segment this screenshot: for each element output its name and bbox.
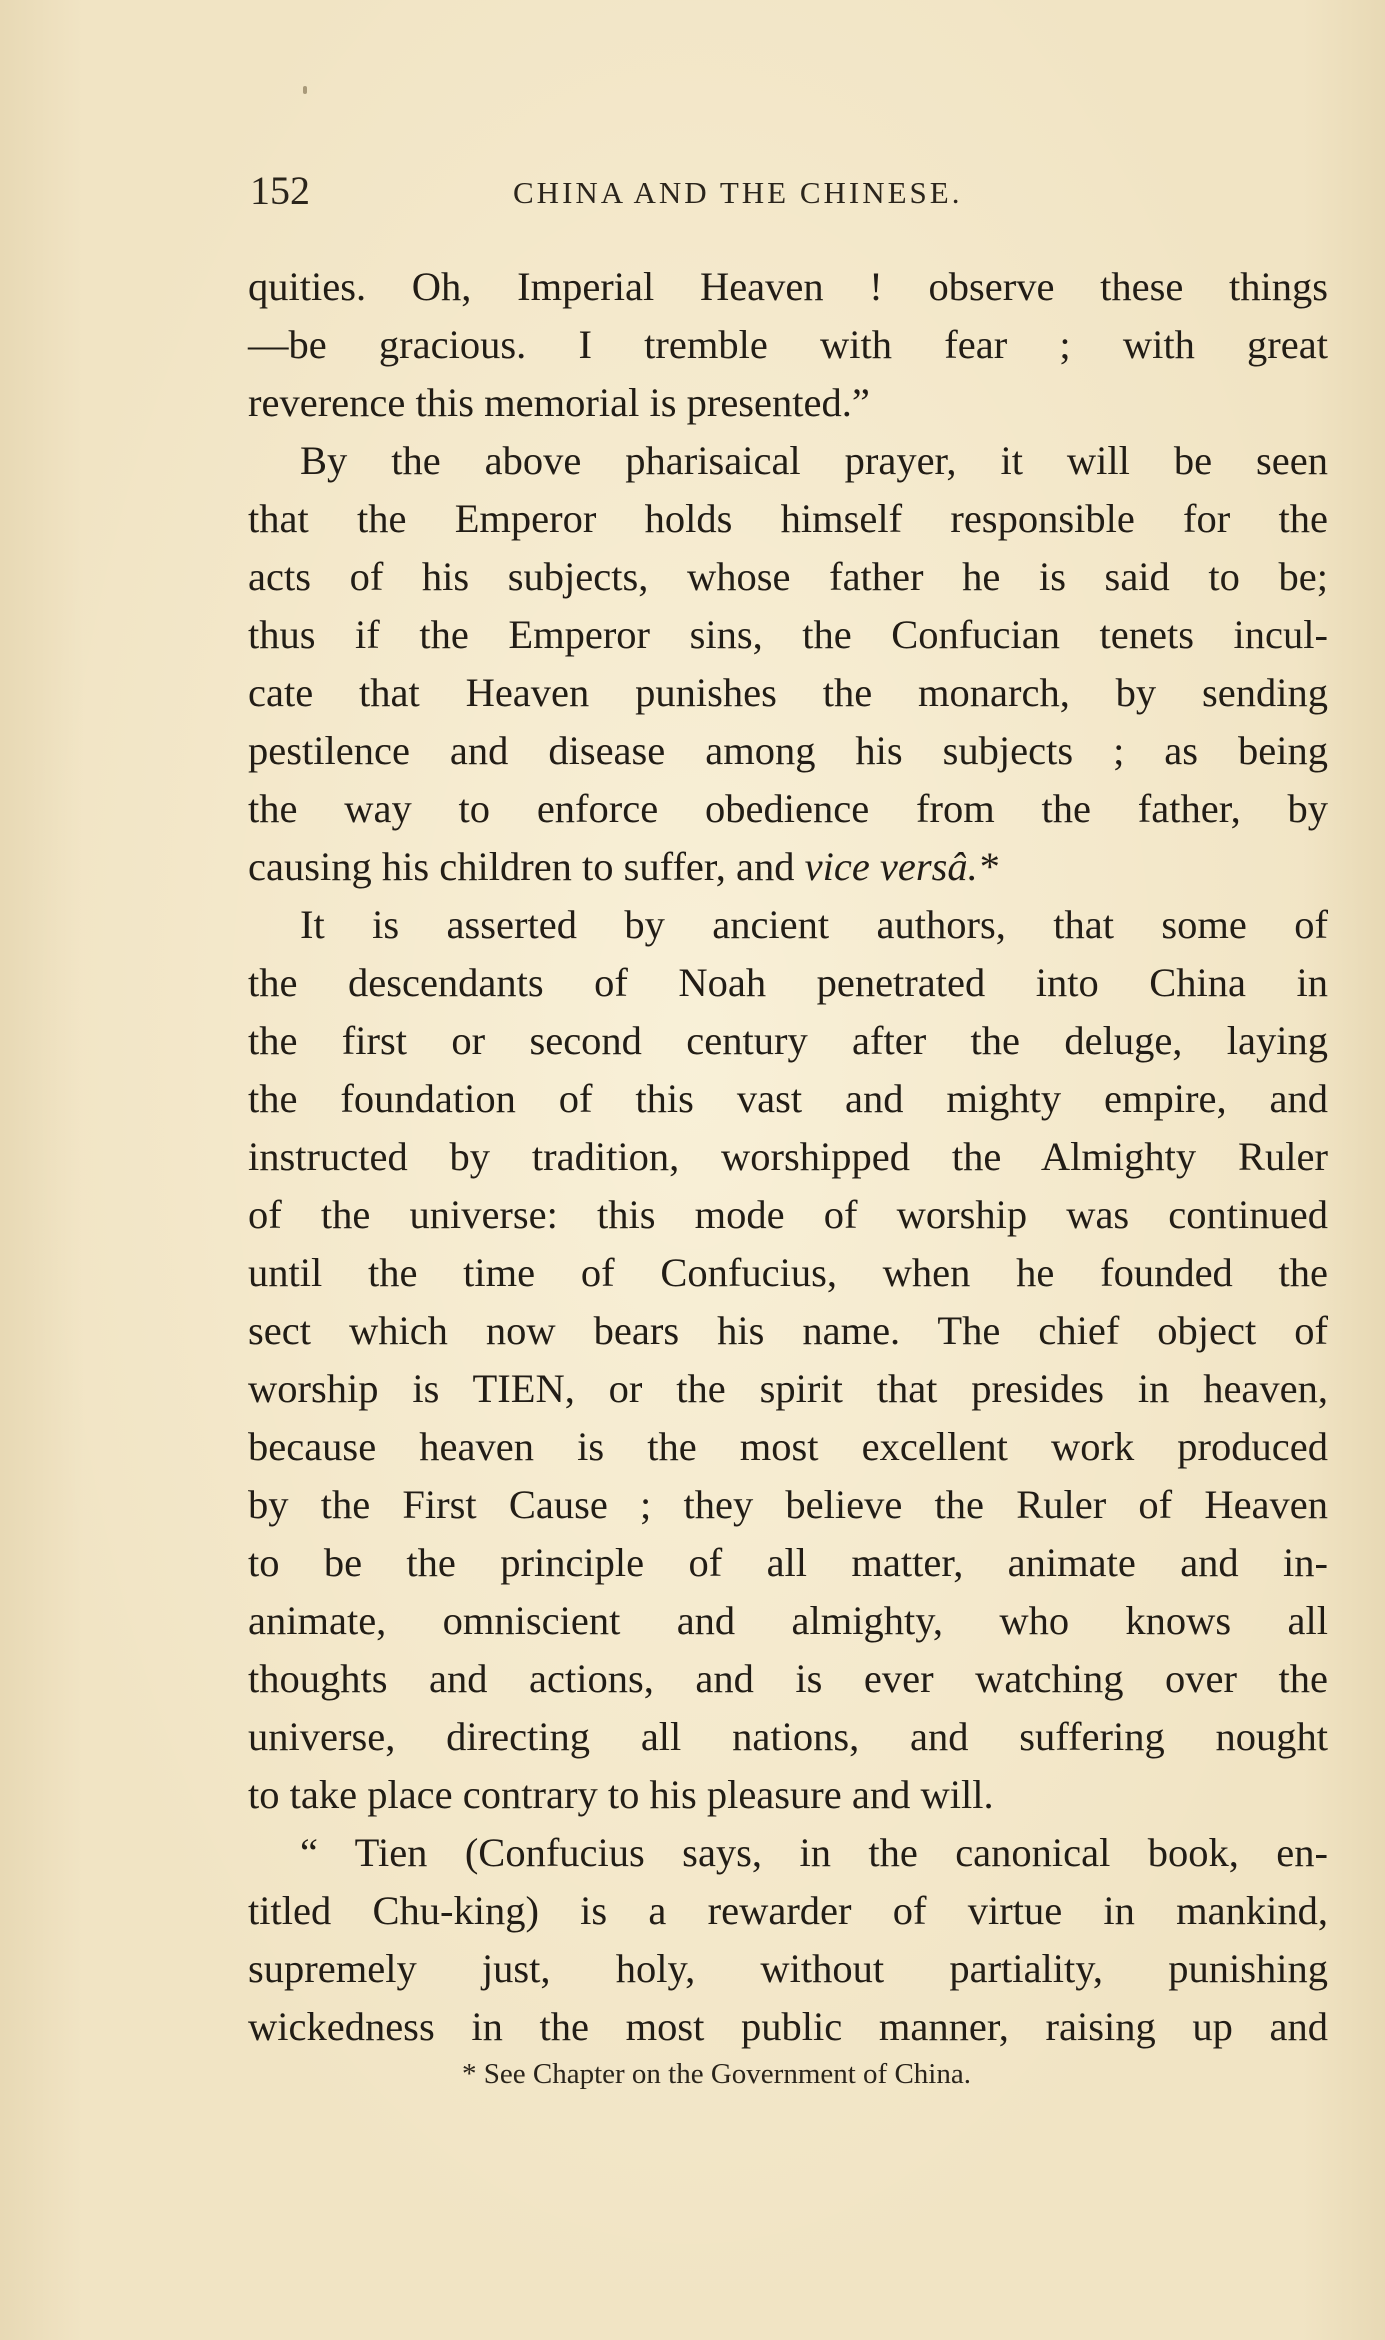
- text-line: —be gracious. I tremble with fear ; with great: [248, 322, 1328, 367]
- text-line: that the Emperor holds himself responsible for the: [248, 496, 1328, 541]
- running-head: CHINA AND THE CHINESE.: [513, 175, 963, 210]
- body-text: [248, 258, 1328, 2056]
- text-line: worship is TIEN, or the spirit that presides in heaven,: [248, 1366, 1328, 1411]
- footnote: * See Chapter on the Government of China.: [462, 2058, 971, 2090]
- text-line: thoughts and actions, and is ever watching over the: [248, 1656, 1328, 1701]
- text-line: by the First Cause ; they believe the Ruler of Heaven: [248, 1482, 1328, 1527]
- text-line: titled Chu-king) is a rewarder of virtue in mankind,: [248, 1888, 1328, 1933]
- text-line: the way to enforce obedience from the father, by: [248, 786, 1328, 831]
- text-line: “ Tien (Confucius says, in the canonical book, en-: [300, 1830, 1328, 1875]
- text-line: to be the principle of all matter, animate and in-: [248, 1540, 1328, 1585]
- text-line: thus if the Emperor sins, the Confucian tenets incul-: [248, 612, 1328, 657]
- text-line: the first or second century after the deluge, laying: [248, 1018, 1328, 1063]
- text-line: reverence this memorial is presented.”: [248, 380, 870, 425]
- text-line: to take place contrary to his pleasure and will.: [248, 1772, 994, 1817]
- ink-speck: [303, 86, 307, 94]
- text-line: until the time of Confucius, when he founded the: [248, 1250, 1328, 1295]
- page-header: [250, 166, 1330, 216]
- text-line: [248, 838, 1328, 896]
- text-line: cate that Heaven punishes the monarch, by sending: [248, 670, 1328, 715]
- text-line: universe, directing all nations, and suffering nought: [248, 1714, 1328, 1759]
- text-line: animate, omniscient and almighty, who knows all: [248, 1598, 1328, 1643]
- text-line: It is asserted by ancient authors, that some of: [300, 902, 1328, 947]
- text-line: wickedness in the most public manner, raising up and: [248, 2004, 1328, 2049]
- text-line: By the above pharisaical prayer, it will be seen: [300, 438, 1328, 483]
- text-line: of the universe: this mode of worship was continued: [248, 1192, 1328, 1237]
- text-line: because heaven is the most excellent work produced: [248, 1424, 1328, 1469]
- text-line-segment: causing his children to suffer, and: [248, 844, 795, 889]
- text-line: sect which now bears his name. The chief object of: [248, 1308, 1328, 1353]
- italic-phrase: vice versâ.*: [804, 844, 999, 889]
- text-line: quities. Oh, Imperial Heaven ! observe these things: [248, 264, 1328, 309]
- text-line: instructed by tradition, worshipped the Almighty Ruler: [248, 1134, 1328, 1179]
- page-number: 152: [250, 168, 310, 213]
- text-line: the descendants of Noah penetrated into China in: [248, 960, 1328, 1005]
- text-line: acts of his subjects, whose father he is said to be;: [248, 554, 1328, 599]
- text-line: supremely just, holy, without partiality, punishing: [248, 1946, 1328, 1991]
- text-line: pestilence and disease among his subjects ; as being: [248, 728, 1328, 773]
- text-line: the foundation of this vast and mighty empire, and: [248, 1076, 1328, 1121]
